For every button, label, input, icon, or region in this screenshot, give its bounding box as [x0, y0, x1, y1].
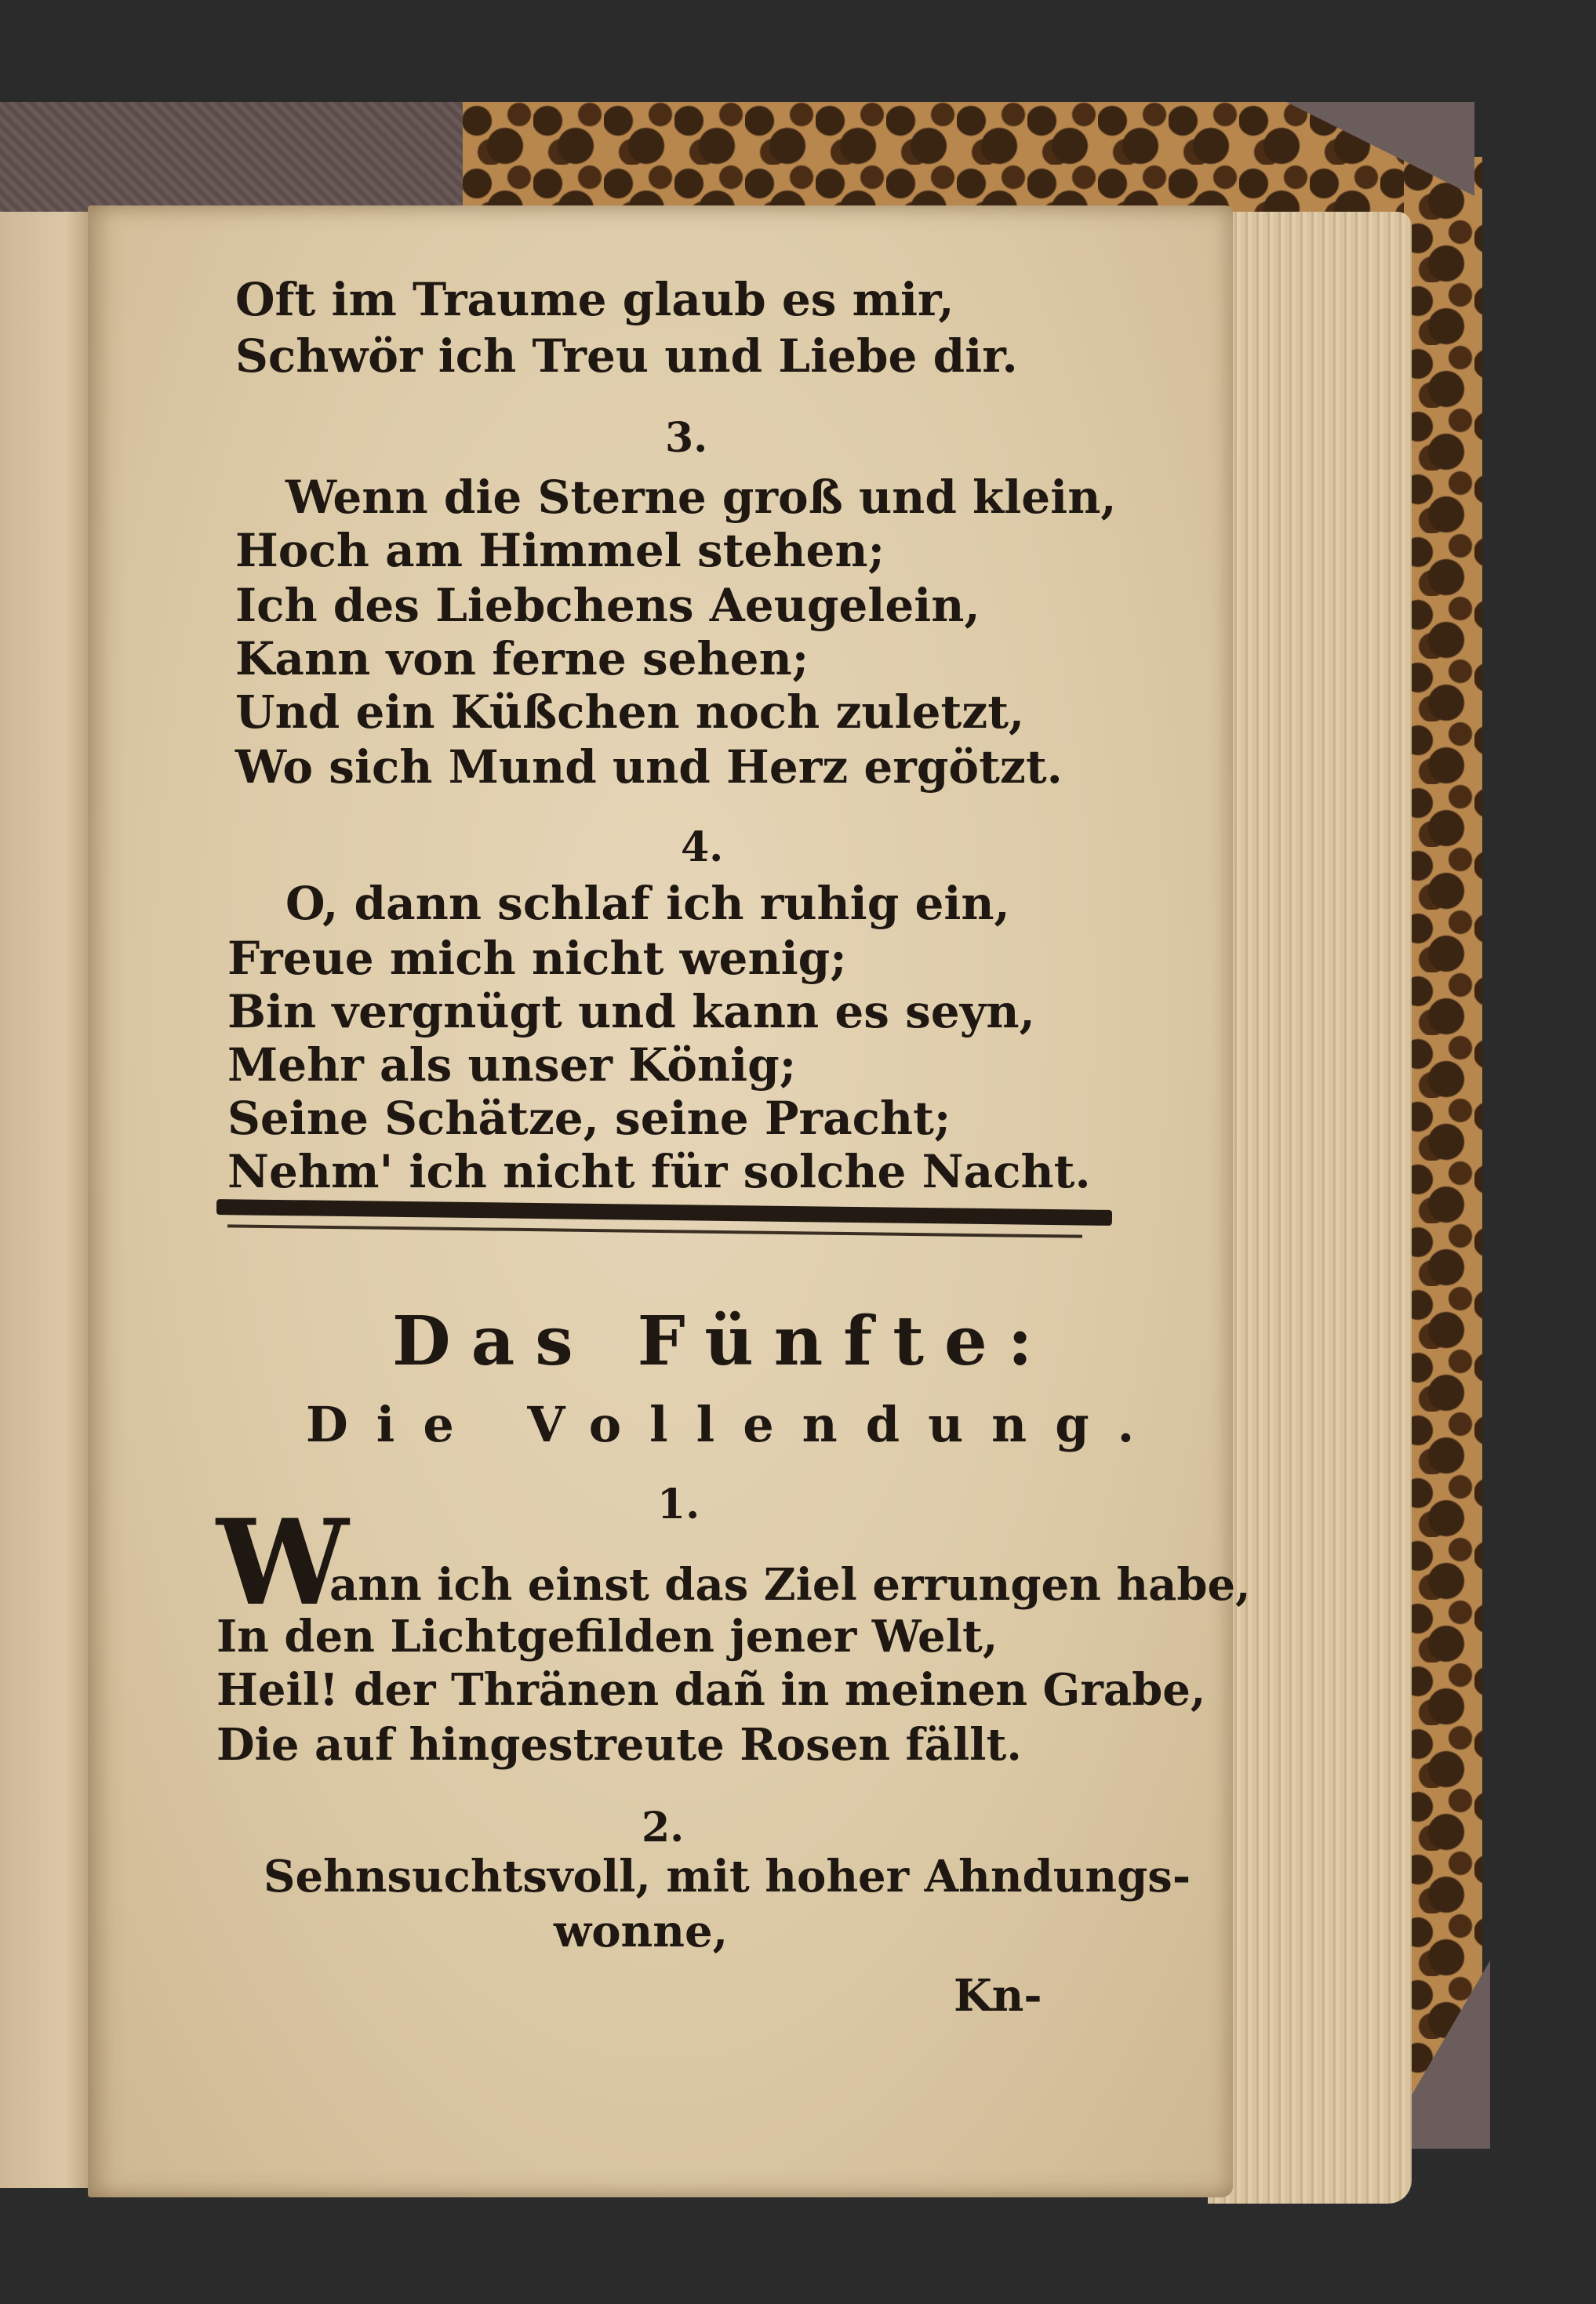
verse-line: Bin vergnügt und kann es seyn,	[227, 985, 1035, 1038]
verse-line: Heil! der Thränen dañ in meinen Grabe,	[216, 1664, 1206, 1716]
marbled-board-right	[1404, 157, 1482, 2117]
verse-line: Die auf hingestreute Rosen fällt.	[216, 1719, 1022, 1771]
verse-line: Freue mich nicht wenig;	[227, 932, 847, 985]
verse-line: Und ein Küßchen noch zuletzt,	[235, 685, 1025, 739]
stanza-number: 2.	[642, 1804, 685, 1852]
verse-line: Ich des Liebchens Aeugelein,	[235, 579, 980, 632]
verse-line: Sehnsuchtsvoll, mit hoher Ahndungs-	[264, 1851, 1191, 1902]
verse-line: Seine Schätze, seine Pracht;	[227, 1092, 951, 1145]
verse-line: ann ich einst das Ziel errungen habe,	[329, 1559, 1251, 1611]
verse-line: Schwör ich Treu und Liebe dir.	[235, 329, 1018, 383]
verse-line: Hoch am Himmel stehen;	[235, 524, 885, 577]
stanza-number: 1.	[657, 1481, 700, 1528]
poem-title: Das Fünfte:	[392, 1302, 1053, 1381]
page-edges	[1208, 212, 1412, 2204]
verse-line: In den Lichtgefilden jener Welt,	[216, 1611, 998, 1663]
verse-line: Nehm' ich nicht für solche Nacht.	[227, 1145, 1091, 1198]
verse-line: O, dann schlaf ich ruhig ein,	[285, 877, 1010, 930]
verse-line: Wenn die Sterne groß und klein,	[285, 471, 1117, 524]
verse-line: wonne,	[554, 1906, 729, 1957]
stanza-number: 3.	[665, 414, 708, 462]
catchword: Kn-	[954, 1970, 1042, 2022]
verse-line: Oft im Traume glaub es mir,	[235, 273, 954, 326]
verse-line: Mehr als unser König;	[227, 1038, 797, 1092]
verse-line: Wo sich Mund und Herz ergötzt.	[235, 740, 1063, 794]
left-facing-page	[0, 212, 94, 2188]
drop-cap: W	[216, 1494, 349, 1632]
verse-line: Kann von ferne sehen;	[235, 632, 809, 685]
stanza-number: 4.	[681, 823, 724, 871]
poem-subtitle: Die Vollendung.	[306, 1396, 1163, 1453]
